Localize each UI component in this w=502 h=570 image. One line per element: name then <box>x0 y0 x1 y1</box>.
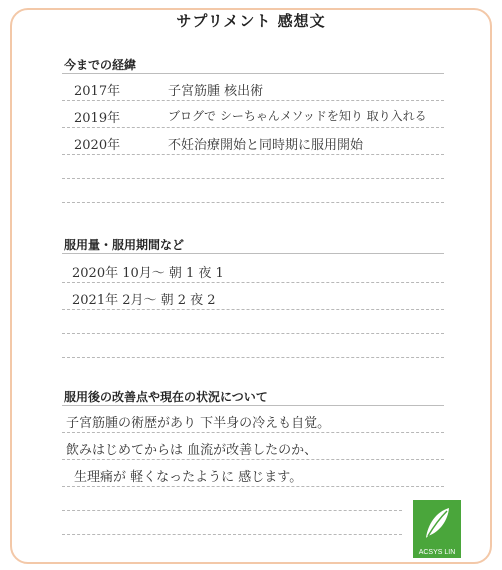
history-year: 2019年 <box>74 111 121 126</box>
history-year: 2017年 <box>74 84 121 99</box>
history-year: 2020年 <box>74 138 121 153</box>
results-line: 飲みはじめてからは 血流が改善したのか、 <box>66 443 318 458</box>
history-text: 不妊治療開始と同時期に服用開始 <box>168 138 364 153</box>
divider <box>62 253 444 254</box>
line-rule <box>62 432 444 433</box>
line-rule <box>62 100 444 101</box>
divider <box>62 73 444 74</box>
line-rule <box>62 333 444 334</box>
line-rule <box>62 202 444 203</box>
line-rule <box>62 127 444 128</box>
divider <box>62 405 444 406</box>
line-rule <box>62 282 444 283</box>
line-rule <box>62 459 444 460</box>
results-line: 子宮筋腫の術歴があり 下半身の冷えも自覚。 <box>66 416 331 431</box>
dosage-line: 2021年 2月～ 朝 2 夜 2 <box>72 293 216 308</box>
line-rule <box>62 486 444 487</box>
brand-logo <box>413 500 461 558</box>
line-rule <box>62 154 444 155</box>
line-rule <box>62 178 444 179</box>
leaf-icon <box>422 506 452 540</box>
section-history-heading: 今までの経緯 <box>64 58 137 72</box>
line-rule <box>62 510 402 511</box>
line-rule <box>62 357 444 358</box>
history-text: 子宮筋腫 核出術 <box>168 84 264 99</box>
dosage-line: 2020年 10月～ 朝 1 夜 1 <box>72 266 224 281</box>
logo-text: ACSYS LIN <box>418 549 456 556</box>
line-rule <box>62 309 444 310</box>
section-dosage-heading: 服用量・服用期間など <box>64 238 185 252</box>
line-rule <box>62 534 402 535</box>
section-results-heading: 服用後の改善点や現在の状況について <box>64 390 268 404</box>
results-line: 生理痛が 軽くなったように 感じます。 <box>74 470 303 485</box>
page-title: サプリメント 感想文 <box>176 12 326 30</box>
history-text: ブログで シーちゃんメソッドを知り 取り入れる <box>168 109 427 123</box>
